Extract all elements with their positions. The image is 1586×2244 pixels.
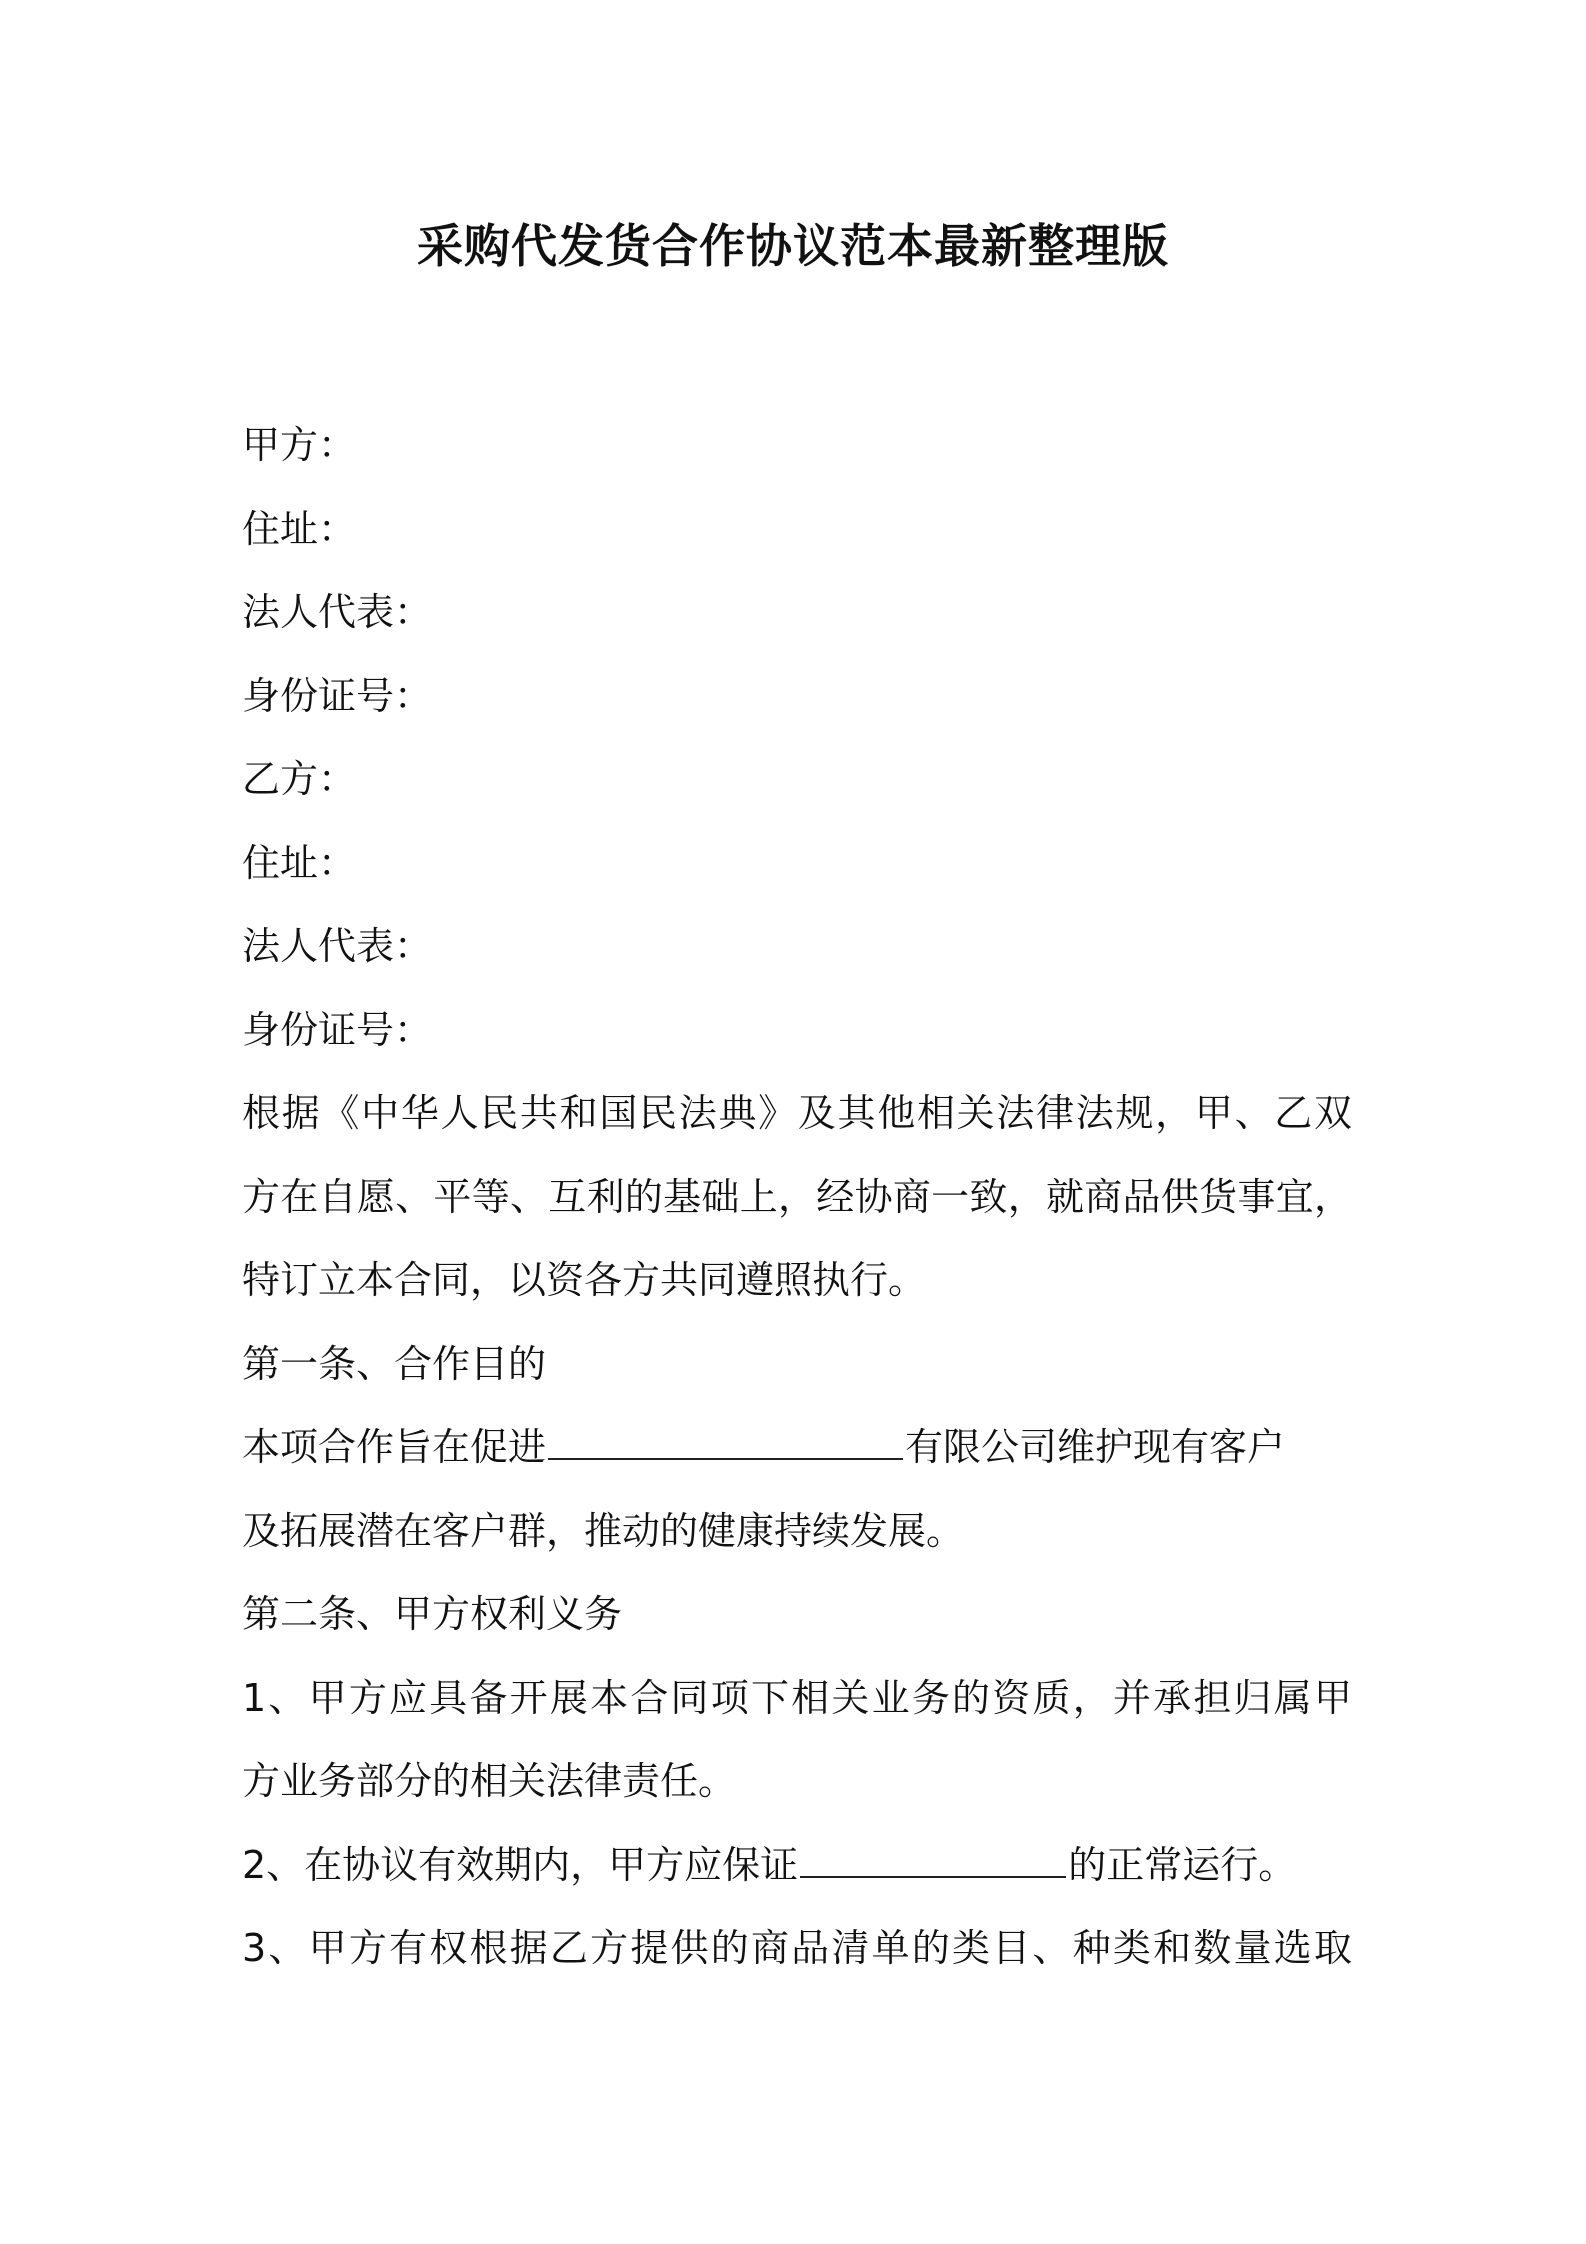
article-2-item-3-line-1: 3、甲方有权根据乙方提供的商品清单的类目、种类和数量选取	[242, 1926, 1352, 1970]
preamble-line-1: 根据《中华人民共和国民法典》及其他相关法律法规，甲、乙双	[242, 1091, 1352, 1135]
preamble-line-2: 方在自愿、平等、互利的基础上，经协商一致，就商品供货事宜，	[242, 1174, 1352, 1219]
party-a-legal-rep-label: 法人代表：	[242, 590, 433, 634]
party-a-address-label: 住址：	[242, 506, 357, 551]
party-a-label: 甲方：	[242, 423, 357, 467]
article-1-line-1	[242, 1406, 1352, 1490]
party-b-legal-rep-label: 法人代表：	[242, 924, 433, 968]
operation-blank	[800, 1844, 1066, 1878]
article-2-item-2-text-after-blank: 的正常运行。	[1068, 1842, 1297, 1887]
party-b-label: 乙方：	[242, 757, 357, 801]
party-a-id-label: 身份证号：	[242, 673, 433, 718]
company-name-blank	[548, 1426, 903, 1460]
party-b-id-label: 身份证号：	[242, 1007, 433, 1052]
preamble-line-3: 特订立本合同，以资各方共同遵照执行。	[242, 1258, 927, 1302]
article-2-item-2-text-before-blank: 2、在协议有效期内，甲方应保证	[242, 1842, 799, 1887]
document-body	[242, 404, 1352, 1991]
article-2-item-1-line-2: 方业务部分的相关法律责任。	[242, 1759, 737, 1803]
party-b-address-label: 住址：	[242, 840, 357, 885]
article-2-heading: 第二条、甲方权利义务	[242, 1592, 623, 1636]
article-1-heading: 第一条、合作目的	[242, 1341, 547, 1386]
article-2-item-1-line-1: 1、甲方应具备开展本合同项下相关业务的资质，并承担归属甲	[242, 1675, 1352, 1720]
article-2-item-2	[242, 1824, 1352, 1908]
article-1-text-after-blank: 有限公司维护现有客户	[905, 1425, 1286, 1469]
article-1-text-before-blank: 本项合作旨在促进	[242, 1425, 547, 1469]
document-title: 采购代发货合作协议范本最新整理版	[417, 219, 1169, 273]
article-1-line-2: 及拓展潜在客户群，推动的健康持续发展。	[242, 1508, 965, 1553]
